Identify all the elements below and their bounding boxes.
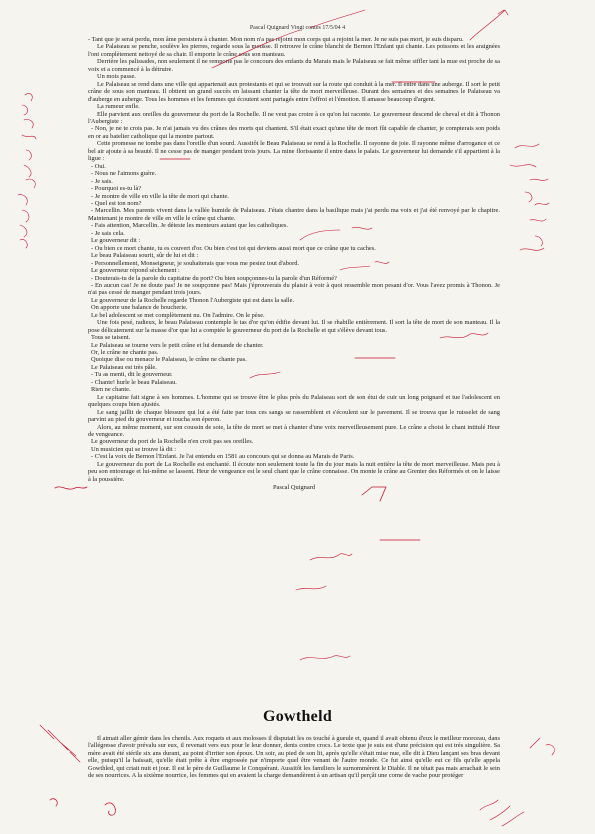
paragraph: - Personnellement, Monseigneur, je souhaiterais que vous me pesiez tout d'abord. [91,259,300,267]
annotation-scribble [18,195,29,248]
paragraph: Le Palaiseau se penche, soulève les pierres, regarde sous la mousse. Il retrouve le crâne blanchi de Bernon l'Enfant qui chante. Les poissons et les araignées l'ont complètement nettoyé de sa chair. Il emporte le crâne sous son manteau. [88,43,500,58]
annotation-scribble [40,725,80,762]
paragraph: Le Palaiseau se rend dans une ville qui appartenait aux protestants et qui se trouvait sur la route qui conduit à la mer. Il entre dans une auberge. Il sort le petit crâne de sous son manteau. Il obtient un grand succès en laissant chanter la tête de mort merveilleuse. Durant des semaines et des semaines le Palaiseau va d'auberge en auberge. Tous les hommes et les femmes qui écoutent sont partagés entre l'effroi et l'émotion. Il amasse beaucoup d'argent. [88,80,500,103]
paragraph: Derrière les palissades, non seulement il ne remporte pas le concours des enfants du Marais mais le Palaiseau se fait même siffler tant la mue est proche de sa voix et a commencé à la détruire. [88,58,500,73]
paragraph: - Douterais-tu de la parole du capitaine du port? Ou bien soupçonnes-tu la parole d'un Réformé? [91,274,337,282]
annotation-scribble [22,93,36,188]
author-signature: Pascal Quignard [272,484,316,492]
paragraph: - Fais attention, Marcellin. Je déteste les menteurs autant que les catholiques. [91,222,288,230]
annotation-scribble [50,799,57,806]
paragraph: La rumeur enfle. [97,103,140,111]
paragraph: Le bel adolescent se met complètement nu. On l'admire. On le pèse. [91,311,265,319]
paragraph: - Chante! hurle le beau Palaiseau. [91,378,177,386]
paragraph: - Marcellin. Mes parents vivent dans la vallée humide de Palaiseau. J'étais chantre dans la basilique mais j'ai perdu ma voix et j'ai été renvoyé par le chapitre. Maintenant je montre de ville en ville le crâne qui chante. [88,207,500,222]
paragraph: Rien ne chante. [91,386,131,394]
annotation-scribble [310,554,352,560]
paragraph: - Pourquoi es-tu là? [91,185,142,193]
paragraph: - Non, je ne te crois pas. Je n'ai jamais vu des crânes des morts qui chantent. S'il était exact qu'une tête de mort fût capable de chanter, je compterais son poids en or au batelier catholique qui la montre partout. [88,125,500,140]
paragraph: - C'est la voix de Bernon l'Enfant. Je l'ai entendu en 1581 au concours qui se donna au Marais de Paris. [91,453,355,461]
paragraph: - Nous ne l'aimons guère. [91,170,157,178]
paragraph: - Je sais cela. [91,229,125,237]
annotation-scribble [105,803,115,815]
paragraph: On apporte une balance de boucherie. [91,304,188,312]
paragraph: - Ou bien ce mort chante, tu es couvert d'or. Ou bien c'est toi qui deviens aussi mort que ce crâne que tu caches. [91,244,376,252]
annotation-scribble [55,487,87,489]
paragraph: Une fois pesé, radieux, le beau Palaiseau contemple le tas d'or qu'on édifie devant lui. Il se rhabille entièrement. Il sort la tête de mort de son manteau. Il la pose délicatement sur la masse d'or que lui a comptée le gouverneur du port de la Rochelle et qui s'élève devant tous. [88,319,500,334]
paragraph: Le Palaiseau se tourne vers le petit crâne et lui demande de chanter. [91,341,264,349]
paragraph: Le gouverneur du port de la Rochelle n'en croit pas ses oreilles. [91,438,254,446]
annotation-scribble [525,179,549,246]
running-header: Pascal Quignard Vingt contes 17/5/04 4 [249,25,346,31]
paragraph: Le beau Palaiseau sourit, sûr de lui et dit : [91,252,199,260]
paragraph: Un mois passe. [97,73,136,81]
paragraph: Le sang jaillit de chaque blessure qui lui a été faite par tous ces sangs se rassemblent et s'écoulent sur le pavement. Il se trouva que le ruisselet de sang parvint au pied du gouverneur et toucha son éperon. [88,408,500,424]
paragraph: Elle parvient aux oreilles du gouverneur du port de la Rochelle. Il ne veut pas croire à ce qu'on lui raconte. Le gouverneur descend de cheval et dit à Thonon l'Aubergiste : [88,110,500,125]
annotation-scribble [520,248,544,250]
annotation-scribble [480,800,524,826]
section-title: Gowtheld [262,708,333,725]
annotation-scribble [296,586,326,590]
paragraph: - Je montre de ville en ville la tête de mort qui chante. [91,192,229,200]
paragraph: Le gouverneur répond sèchement : [91,267,180,275]
paragraph: - Tant que je serai perdu, mon âme persistera à chanter. Mon nom n'a pas rejoint mon corps qui a rejoint la mer. Je ne suis pas mort, je suis disparu. [88,36,464,43]
paragraph: Un musicien qui se trouve là dit : [91,445,177,453]
gowtheld-body [88,735,500,780]
paragraph: - En aucun cas! Je ne doute pas! Je ne soupçonne pas! Mais j'éprouverais du plaisir à voir à quoi ressemble mon pesant d'or. Vous l'avez promis à Thonon. Je n'ai pas cessé de manger pendant trois jours. [88,281,500,297]
story-body [88,36,500,492]
annotation-scribble [530,738,554,755]
paragraph: - Je sais. [91,177,113,185]
paragraph: Il aimait aller gémir dans les chenils. Aux roquets et aux molosses il disputait les os touché à gueule et, quand il avait obtenu d'eux le meilleur morceau, dans l'allégresse d'avoir prévalu sur eux, il revenait vers eux pour le leur donner, dents contre crocs. Le texte que je suis est d'une précision qui est très singulière. Sa mère avait été stérile six ans durant, au point d'irriter son époux. Un soir, au pied de son lit, après qu'elle s'était mise nue, elle dit à Dieu lançant ses bras devant elle, puisqu'il la haïssait, qu'elle était prête à être engrossée par n'importe quel être venant de l'autre monde. Ce fut ainsi qu'elle eut ce fils qu'elle appela Gowthled, qui criait nuit et jour. Il est le père de Guillaume le Conquérant. Aussitôt les familiers le surnommèrent le Diable. Il ne tétait pas mais arrachait le sein de ses nourrices. A la sixième nourrice, les femmes qui en avaient la charge demandèrent à un artisan qu'il perçât une corne de vache pour protéger [88,735,500,780]
paragraph: Cette promesse ne tombe pas dans l'oreille d'un sourd. Aussitôt le Beau Palaiseau se rend à la Rochelle. Il rayonne de joie. Il rayonne même d'arrogance et ce bel air ajoute à sa beauté. Il ne cesse pas de manger pendant trois jours. La mine florissante il entre dans le palais. Le gouverneur lui demande s'il appartient à la ligue : [88,140,500,163]
paragraph: Le gouverneur du port de La Rochelle est enchanté. Il écoute non seulement toute la fin du jour mais la nuit entière la tête de mort merveilleuse. Mais peu à peu son entourage et lui-même se lassent. Heur de vengeance est le seul chant que le crâne connaisse. On monte le crâne au Grenier des Réformés et on le laisse à la poussière. [88,460,500,483]
paragraph: Quoique dise ou menace le Palaiseau, le crâne ne chante pas. [91,356,247,364]
paragraph: Alors, au même moment, sur son coussin de soie, la tête de mort se met à chanter d'une voix merveilleusement pure. Le crâne a choisi le chant intitulé Heur de vengeance. [88,423,500,439]
annotation-scribble [300,656,350,660]
paragraph: Le Palaiseau est très pâle. [91,363,157,371]
annotation-scribble [510,144,539,167]
paragraph: Or, le crâne ne chante pas. [91,349,159,357]
paragraph: Tous se taisent. [91,334,131,342]
paragraph: - Quel est ton nom? [91,199,142,207]
paragraph: Le gouverneur de la Rochelle regarde Thonon l'Aubergiste qui est dans la salle. [91,296,295,304]
paragraph: - Tu as menti, dit le gouverneur. [91,371,173,379]
paragraph: - Oui. [91,162,106,170]
paragraph: Le gouverneur dit : [91,237,141,245]
paragraph: Le capitaine fait signe à ses hommes. L'homme qui se trouve être le plus près du Palaiseau sort de son étui de cuir un long poignard et tue l'adolescent en quelques coups bien ajustés. [88,393,500,409]
